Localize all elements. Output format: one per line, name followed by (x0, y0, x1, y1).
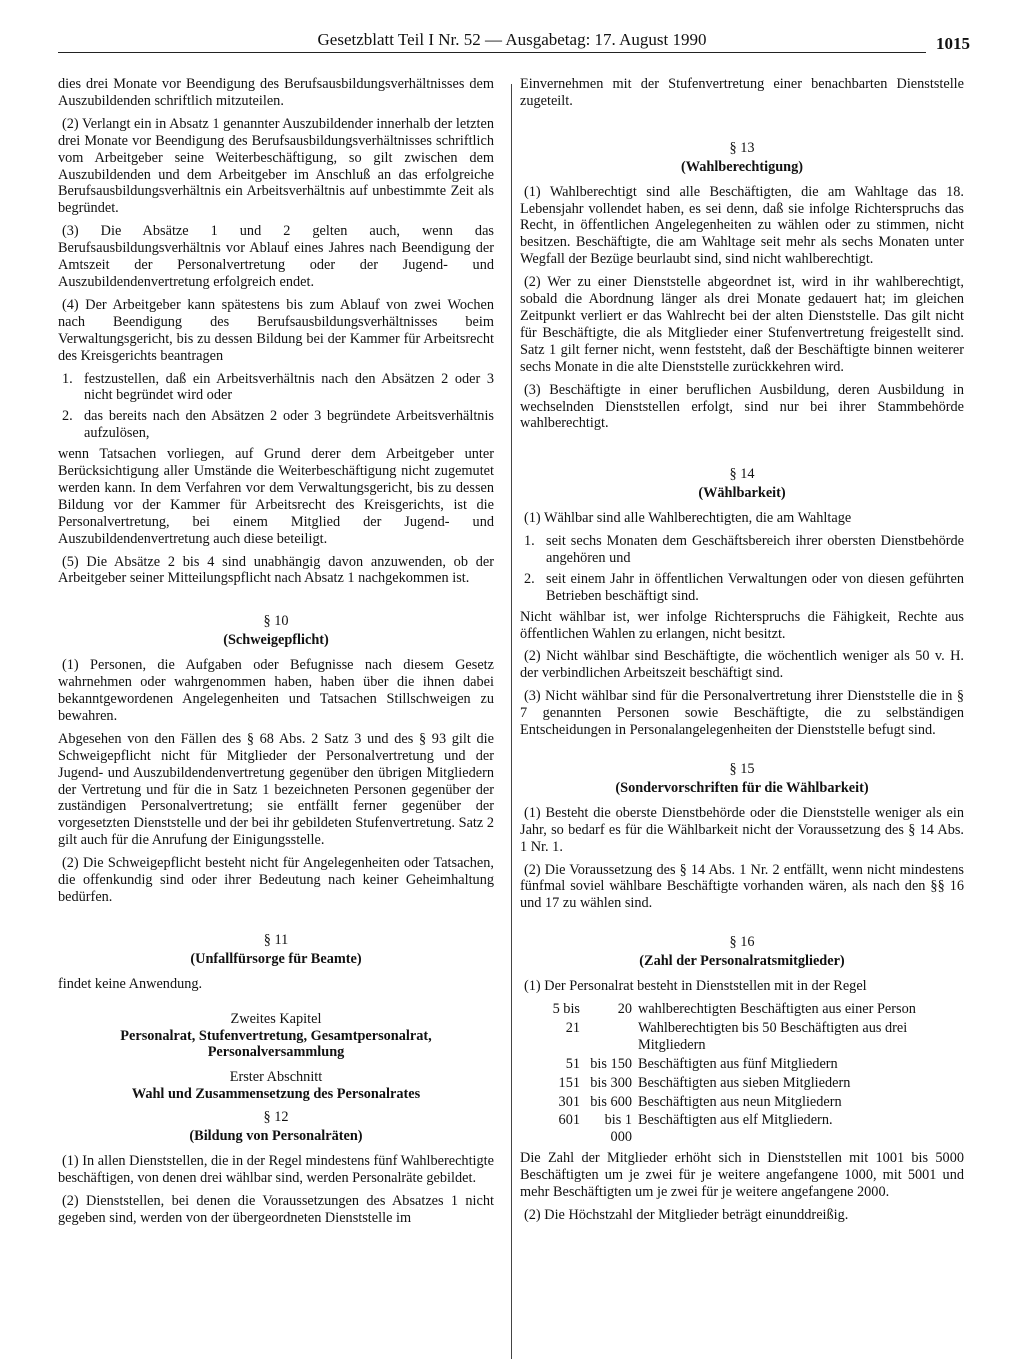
gazette-title: Gesetzblatt Teil I Nr. 52 — Ausgabetag: 17. August 1990 (317, 30, 707, 49)
page-header (58, 22, 970, 53)
section-title: (Schweigepflicht) (223, 632, 329, 649)
member-count-table (528, 1001, 964, 1146)
table-row (528, 1020, 964, 1054)
table-cell: 20 (617, 1000, 632, 1017)
table-cell: Beschäftigten aus neun Mitgliedern (638, 1093, 842, 1110)
table-row (528, 1112, 964, 1146)
paragraph: Einvernehmen mit der Stufenvertretung einer benachbarten Dienststelle zugeteilt. (520, 76, 964, 109)
paragraph: (2) Wer zu einer Dienststelle abgeordnet ist, wird in ihr wahlberechtigt, sobald die Abordnung länger als drei Monate gedauert hat; im gleichen Zeitpunkt verliert er das Wahlrecht bei der alten Dienststelle. Das gilt nicht für Beschäftigte, die als Mitglieder einer Stufenvertretung freigestellt sind. Satz 1 gilt ferner nicht, wenn feststeht, daß der Beschäftigte binnen weiterer sechs Monate in die alte Dienststelle zurückkehren wird. (520, 274, 964, 375)
table-cell: bis 150 (590, 1055, 632, 1072)
section-number: § 15 (729, 761, 755, 777)
table-cell: Beschäftigten aus fünf Mitgliedern (638, 1055, 838, 1072)
section-title: (Sondervorschriften für die Wählbarkeit) (615, 779, 869, 796)
paragraph: (2) Nicht wählbar sind Beschäftigte, die wöchentlich weniger als 50 v. H. der verbindlichen Arbeitszeit beschäftigt sind. (520, 648, 964, 682)
section-title: (Wahlberechtigung) (680, 158, 804, 175)
table-cell: 51 (565, 1055, 580, 1072)
subsection-title: Wahl und Zusammensetzung des Personalrates (131, 1086, 421, 1103)
paragraph: (2) Die Höchstzahl der Mitglieder beträgt einunddreißig. (524, 1206, 849, 1223)
paragraph: (1) Wahlberechtigt sind alle Beschäftigten, die am Wahltage das 18. Lebensjahr vollendet haben, es sei denn, daß sie infolge Richterspruchs das Recht, in öffentlichen Angelegenheiten zu wählen oder zu stimmen, nicht besitzen. Beschäftigte, die am Wahltage seit mehr als sechs Monaten unter Wegfall der Bezüge beurlaubt sind, sind nicht wahlberechtigt. (520, 183, 964, 268)
table-cell: 601 (558, 1112, 580, 1129)
table-cell: bis 1 000 (604, 1112, 632, 1146)
paragraph: (2) Verlangt ein in Absatz 1 genannter Auszubildender innerhalb der letzten drei Monate vor Beendigung des Berufsausbildungsverhältnisses schriftlich vom Arbeitgeber seine Weiterbeschäftigung, so gilt zwischen dem Auszubildenden und dem Arbeitgeber im Anschluß an das erfolgreiche Berufsausbildungsverhältnis ein Arbeitsverhältnis auf unbestimmte Zeit als begründet. (58, 115, 494, 217)
list-text: seit sechs Monaten dem Geschäftsbereich ihrer obersten Dienstbehörde angehören und (546, 533, 964, 566)
page-number: 1015 (936, 34, 970, 53)
paragraph: (3) Nicht wählbar sind für die Personalvertretung ihrer Dienststelle die in § 7 genannten Personen sowie Beschäftigte, die zu selbständigen Entscheidungen in Personalangelegenheiten der Dienststelle befugt sind. (520, 688, 964, 739)
paragraph: (1) Wählbar sind alle Wahlberechtigten, die am Wahltage (524, 510, 852, 527)
chapter-label: Zweites Kapitel (230, 1010, 322, 1027)
table-cell: 301 (558, 1093, 580, 1110)
left-column (58, 76, 494, 1233)
list-number: 1. (62, 370, 73, 387)
table-cell: bis 300 (590, 1074, 632, 1091)
table-cell: 151 (558, 1074, 580, 1091)
paragraph: (3) Beschäftigte in einer beruflichen Ausbildung, deren Ausbildung in wechselnden Dienststellen erfolgt, sind nur bei ihrer Stammbehörde wahlberechtigt. (520, 381, 964, 432)
header-rule (58, 52, 926, 53)
table-row (528, 1094, 964, 1111)
paragraph: findet keine Anwendung. (58, 975, 203, 992)
list-number: 2. (62, 408, 73, 425)
list-item (58, 408, 494, 442)
table-cell: bis 600 (590, 1093, 632, 1110)
paragraph: (4) Der Arbeitgeber kann spätestens bis zum Ablauf von zwei Wochen nach Beendigung des Berufsausbildungsverhältnisses beim Verwaltungsgericht, bis zu dessen Bildung bei der Kammer für Arbeitsrecht des Kreisgerichts beantragen (58, 296, 494, 364)
table-row (528, 1001, 964, 1018)
column-divider (511, 84, 512, 1359)
list-text: das bereits nach den Absätzen 2 oder 3 begründete Arbeitsverhältnis aufzulösen, (84, 408, 494, 442)
paragraph: Abgesehen von den Fällen des § 68 Abs. 2 Satz 3 und des § 93 gilt die Schweigepflicht nicht für Mitglieder der Personalvertretung und der Jugend- und Auszubildendenvertretung gegenüber den übrigen Mitgliedern der Vertretung und für die in Satz 1 bezeichneten Personen gegenüber der zuständigen Personalvertretung; sie entfällt ferner gegenüber der vorgesetzten Dienststelle und der bei ihr gebildeten Stufenvertretung. Satz 2 gilt auch für die Anrufung der Einigungsstelle. (58, 730, 494, 849)
list-item (58, 371, 494, 405)
section-number: § 12 (263, 1109, 289, 1126)
paragraph: Die Zahl der Mitglieder erhöht sich in Dienststellen mit 1001 bis 5000 Beschäftigten um je zwei für je weitere angefangene 1000, mit 5001 und mehr Beschäftigten um je zwei für je weitere angefangene 2000. (520, 1150, 964, 1201)
section-title: (Wählbarkeit) (698, 485, 786, 502)
paragraph: dies drei Monate vor Beendigung des Berufsausbildungsverhältnisses dem Auszubildenden schriftlich mitzuteilen. (58, 76, 494, 109)
paragraph: wenn Tatsachen vorliegen, auf Grund derer dem Arbeitgeber unter Berücksichtigung aller Umstände die Weiterbeschäftigung nicht zugemutet werden kann. In dem Verfahren vor dem Verwaltungsgericht, bis zu dessen Bildung vor der Kammer für Arbeitsrecht des Kreisgerichts, ist die Personalvertretung, bei einem Mitglied der Jugend- und Auszubildendenvertretung auch diese beteiligt. (58, 446, 494, 547)
list-number: 1. (524, 533, 535, 550)
paragraph: (1) Der Personalrat besteht in Dienststellen mit in der Regel (524, 978, 867, 995)
paragraph: (2) Dienststellen, bei denen die Voraussetzungen des Absatzes 1 nicht gegeben sind, werden von der übergeordneten Dienststelle im (58, 1192, 494, 1226)
list-text: seit einem Jahr in öffentlichen Verwaltungen oder von diesen geführten Betrieben beschäftigt sind. (546, 570, 964, 604)
list-item (520, 533, 964, 567)
section-number: § 16 (729, 934, 755, 951)
section-title: (Zahl der Personalratsmitglieder) (639, 953, 845, 970)
table-cell: Beschäftigten aus sieben Mitgliedern (638, 1074, 851, 1091)
chapter-title: Personalrat, Stufenvertretung, Gesamtpersonalrat, Personalversammlung (120, 1027, 432, 1061)
subsection-label: Erster Abschnitt (229, 1069, 323, 1086)
paragraph: (1) Personen, die Aufgaben oder Befugnisse nach diesem Gesetz wahrnehmen oder wahrgenommen haben, haben über die ihnen dabei bekanntgewordenen Angelegenheiten und Tatsachen Stillschweigen zu bewahren. (58, 657, 494, 724)
table-cell: 5 bis (552, 1000, 580, 1017)
paragraph: (1) In allen Dienststellen, die in der Regel mindestens fünf Wahlberechtigte beschäftigen, von denen drei wählbar sind, werden Personalräte gebildet. (58, 1152, 494, 1186)
right-column (520, 76, 964, 1230)
paragraph: Nicht wählbar ist, wer infolge Richterspruchs die Fähigkeit, Rechte aus öffentlichen Wahlen zu erlangen, nicht besitzt. (520, 608, 964, 642)
section-number: § 14 (729, 466, 755, 483)
paragraph: (3) Die Absätze 1 und 2 gelten auch, wenn das Berufsausbildungsverhältnis vor Ablauf eines Jahres nach Beendigung der Amtszeit der Personalvertretung oder der Jugend- und Auszubildendenvertretung erfolgreich endet. (58, 223, 494, 290)
paragraph: (5) Die Absätze 2 bis 4 sind unabhängig davon anzuwenden, ob der Arbeitgeber seiner Mitteilungspflicht nach Absatz 1 nachgekommen ist. (58, 553, 494, 587)
table-cell: 21 (565, 1019, 580, 1036)
list-item (520, 571, 964, 605)
list-text: festzustellen, daß ein Arbeitsverhältnis nach den Absätzen 2 oder 3 nicht begründet wird oder (84, 370, 494, 404)
section-number: § 11 (263, 931, 289, 948)
table-row (528, 1056, 964, 1073)
paragraph: (1) Besteht die oberste Dienstbehörde oder die Dienststelle weniger als ein Jahr, so bedarf es für die Wählbarkeit nicht der Voraussetzung des § 14 Abs. 1 Nr. 1. (520, 804, 964, 855)
section-title: (Bildung von Personalräten) (189, 1128, 363, 1145)
list-number: 2. (524, 570, 535, 587)
table-cell: Beschäftigten aus elf Mitgliedern. (638, 1112, 833, 1129)
paragraph: (2) Die Voraussetzung des § 14 Abs. 1 Nr. 2 entfällt, wenn nicht mindestens fünfmal soviel wählbare Beschäftigte vorhanden wären, als nach den §§ 16 und 17 zu wählen sind. (520, 861, 964, 912)
table-cell (586, 1020, 638, 1054)
table-cell: wahlberechtigten Beschäftigten aus einer Person (638, 1000, 916, 1017)
section-number: § 10 (263, 613, 289, 630)
paragraph: (2) Die Schweigepflicht besteht nicht für Angelegenheiten oder Tatsachen, die offenkundig sind oder ihrer Bedeutung nach keiner Geheimhaltung bedürfen. (58, 855, 494, 905)
section-number: § 13 (729, 139, 755, 156)
table-cell: Wahlberechtigten bis 50 Beschäftigten aus drei Mitgliedern (638, 1019, 908, 1053)
table-row (528, 1075, 964, 1092)
section-title: (Unfallfürsorge für Beamte) (190, 950, 362, 967)
